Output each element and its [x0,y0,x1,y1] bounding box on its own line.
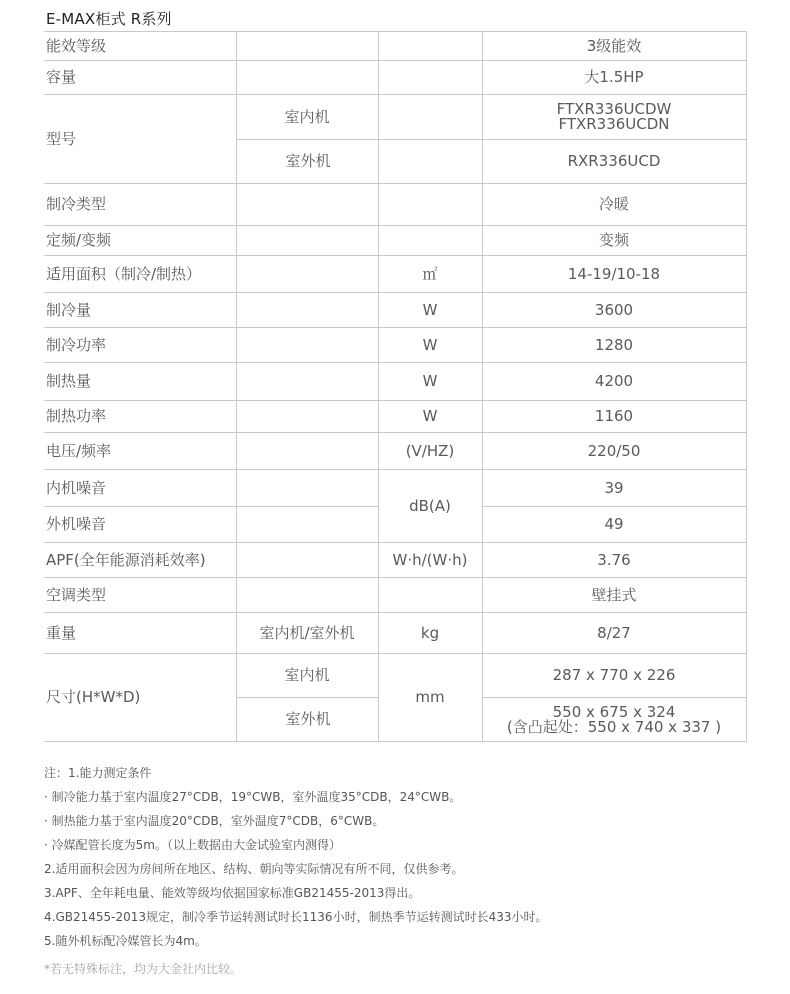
table-row [44,32,746,61]
table-row [44,401,746,433]
sub-label: 室内机/室外机 [236,613,378,654]
row-value: 大1.5HP [482,61,746,95]
row-value: 287 x 770 x 226 [482,654,746,698]
table-row [44,256,746,293]
row-value: 冷暖 [482,184,746,226]
row-label: 能效等级 [44,32,236,61]
note-line: 4.GB21455-2013规定，制冷季节运转测试时长1136小时，制热季节运转测试时长433小时。 [44,910,548,924]
row-value: RXR336UCD [482,140,746,184]
row-label: 容量 [44,61,236,95]
row-unit: ㎡ [378,256,482,293]
row-label: 尺寸(H*W*D) [44,654,236,742]
row-unit: kg [378,613,482,654]
row-label: 定频/变频 [44,226,236,256]
row-unit: dB(A) [378,470,482,543]
row-value: 550 x 675 x 324 (含凸起处：550 x 740 x 337 ) [482,698,746,742]
note-line: 注：1.能力测定条件 [44,766,152,780]
table-row [44,543,746,578]
row-unit: W·h/(W·h) [378,543,482,578]
row-label: 内机噪音 [44,470,236,507]
row-label: 制冷功率 [44,328,236,363]
row-unit: W [378,363,482,401]
row-unit: W [378,328,482,363]
table-row [44,184,746,226]
table-row [44,654,746,698]
row-unit: mm [378,654,482,742]
sub-label: 室内机 [236,95,378,140]
row-value: 1160 [482,401,746,433]
note-line: · 冷媒配管长度为5m。（以上数据由大金试验室内测得） [44,838,341,852]
table-row [44,578,746,613]
table-row [44,61,746,95]
row-label: 制冷量 [44,293,236,328]
spec-table [44,31,747,742]
note-line: 3.APF、全年耗电量、能效等级均依据国家标准GB21455-2013得出。 [44,886,421,900]
row-value: 1280 [482,328,746,363]
table-row [44,328,746,363]
sub-label: 室外机 [236,698,378,742]
notes-section [44,764,547,984]
row-label: 电压/频率 [44,433,236,470]
note-line: 5.随外机标配冷媒管长为4m。 [44,934,207,948]
row-label: 空调类型 [44,578,236,613]
note-line: · 制冷能力基于室内温度27°CDB，19°CWB，室外温度35°CDB，24°CWB。 [44,790,462,804]
row-value: 4200 [482,363,746,401]
row-value: 49 [482,507,746,543]
row-value: 39 [482,470,746,507]
table-row [44,293,746,328]
row-label: 外机噪音 [44,507,236,543]
row-value: 3600 [482,293,746,328]
row-value: 壁挂式 [482,578,746,613]
row-label: 重量 [44,613,236,654]
sub-label: 室外机 [236,140,378,184]
table-row [44,363,746,401]
row-label: 制热量 [44,363,236,401]
row-value: 220/50 [482,433,746,470]
row-unit: W [378,401,482,433]
note-line: 2.适用面积会因为房间所在地区、结构、朝向等实际情况有所不同，仅供参考。 [44,862,464,876]
row-value: 8/27 [482,613,746,654]
table-row [44,433,746,470]
row-value: FTXR336UCDW FTXR336UCDN [482,95,746,140]
note-line: · 制热能力基于室内温度20°CDB，室外温度7°CDB，6°CWB。 [44,814,385,828]
table-row [44,470,746,507]
row-label: 型号 [44,95,236,184]
row-value: 3.76 [482,543,746,578]
row-value: 14-19/10-18 [482,256,746,293]
row-value: 变频 [482,226,746,256]
footnote: *若无特殊标注，均为大金社内比较。 [44,962,243,976]
row-label: 制热功率 [44,401,236,433]
table-row [44,95,746,140]
row-label: APF(全年能源消耗效率) [44,543,236,578]
row-label: 制冷类型 [44,184,236,226]
row-unit: W [378,293,482,328]
table-row [44,226,746,256]
row-unit: (V/HZ) [378,433,482,470]
row-label: 适用面积（制冷/制热） [44,256,236,293]
table-row [44,613,746,654]
row-value: 3级能效 [482,32,746,61]
page-title: E-MAX柜式 R系列 [46,10,172,28]
sub-label: 室内机 [236,654,378,698]
